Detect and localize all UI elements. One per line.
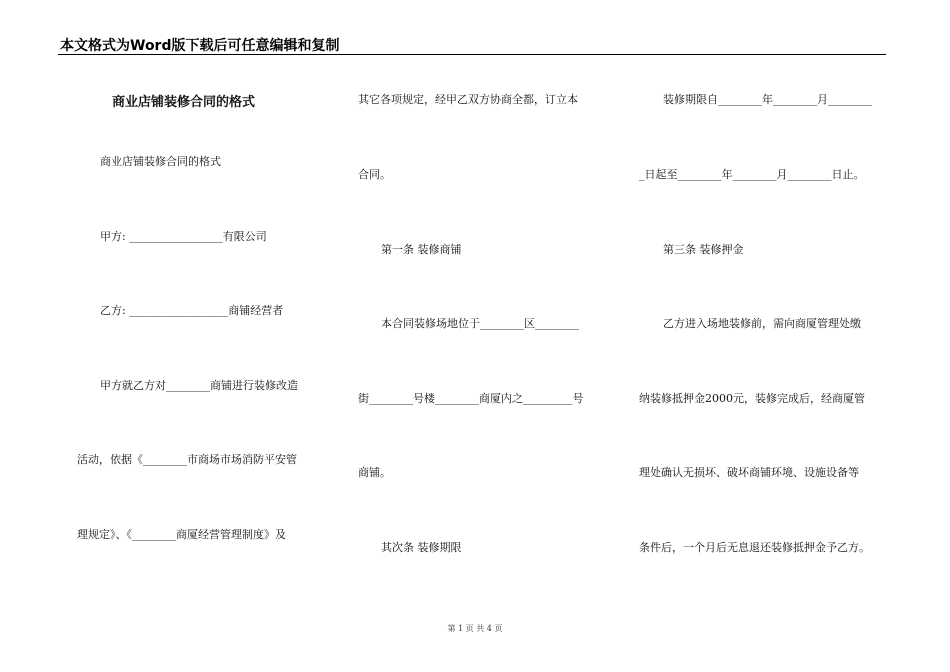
col3-line: 理处确认无损坏、破坏商铺环境、设施设备等	[639, 466, 859, 479]
col2-line: 第一条 装修商铺	[381, 243, 462, 256]
col1-line: 活动，依据《________市商场市场消防平安管	[77, 453, 297, 466]
col2-line: 街________号楼________商厦内之_________号	[358, 392, 584, 405]
col1-line: 乙方: __________________商铺经营者	[100, 304, 284, 317]
col3-line: 乙方进入场地装修前，需向商厦管理处缴	[663, 317, 861, 330]
col2-line: 合同。	[358, 168, 391, 181]
col3-line: 纳装修抵押金2000元，装修完成后，经商厦管	[639, 392, 865, 405]
col2-line: 本合同装修场地位于________区________	[381, 317, 579, 330]
document-title: 商业店铺装修合同的格式	[112, 95, 256, 110]
header-divider	[58, 54, 886, 55]
col1-line: 商业店铺装修合同的格式	[100, 155, 221, 168]
document-header-title: 本文格式为Word版下载后可任意编辑和复制	[60, 38, 340, 54]
col2-line: 其它各项规定，经甲乙双方协商全都，订立本	[358, 93, 578, 106]
page-indicator: 第 1 页 共 4 页	[447, 624, 503, 633]
col3-line: 装修期限自________年________月________	[663, 93, 872, 106]
col2-line: 其次条 装修期限	[381, 541, 462, 554]
col1-line: 甲方就乙方对________商铺进行装修改造	[100, 379, 298, 392]
col3-line: _日起至________年________月________日止。	[639, 168, 865, 181]
col1-line: 甲方: _________________有限公司	[100, 230, 267, 243]
col3-line: 第三条 装修押金	[663, 243, 744, 256]
col1-line: 理规定》、《________商厦经营管理制度》及	[77, 528, 286, 541]
col3-line: 条件后，一个月后无息退还装修抵押金予乙方。	[639, 541, 870, 554]
col2-line: 商铺。	[358, 466, 391, 479]
